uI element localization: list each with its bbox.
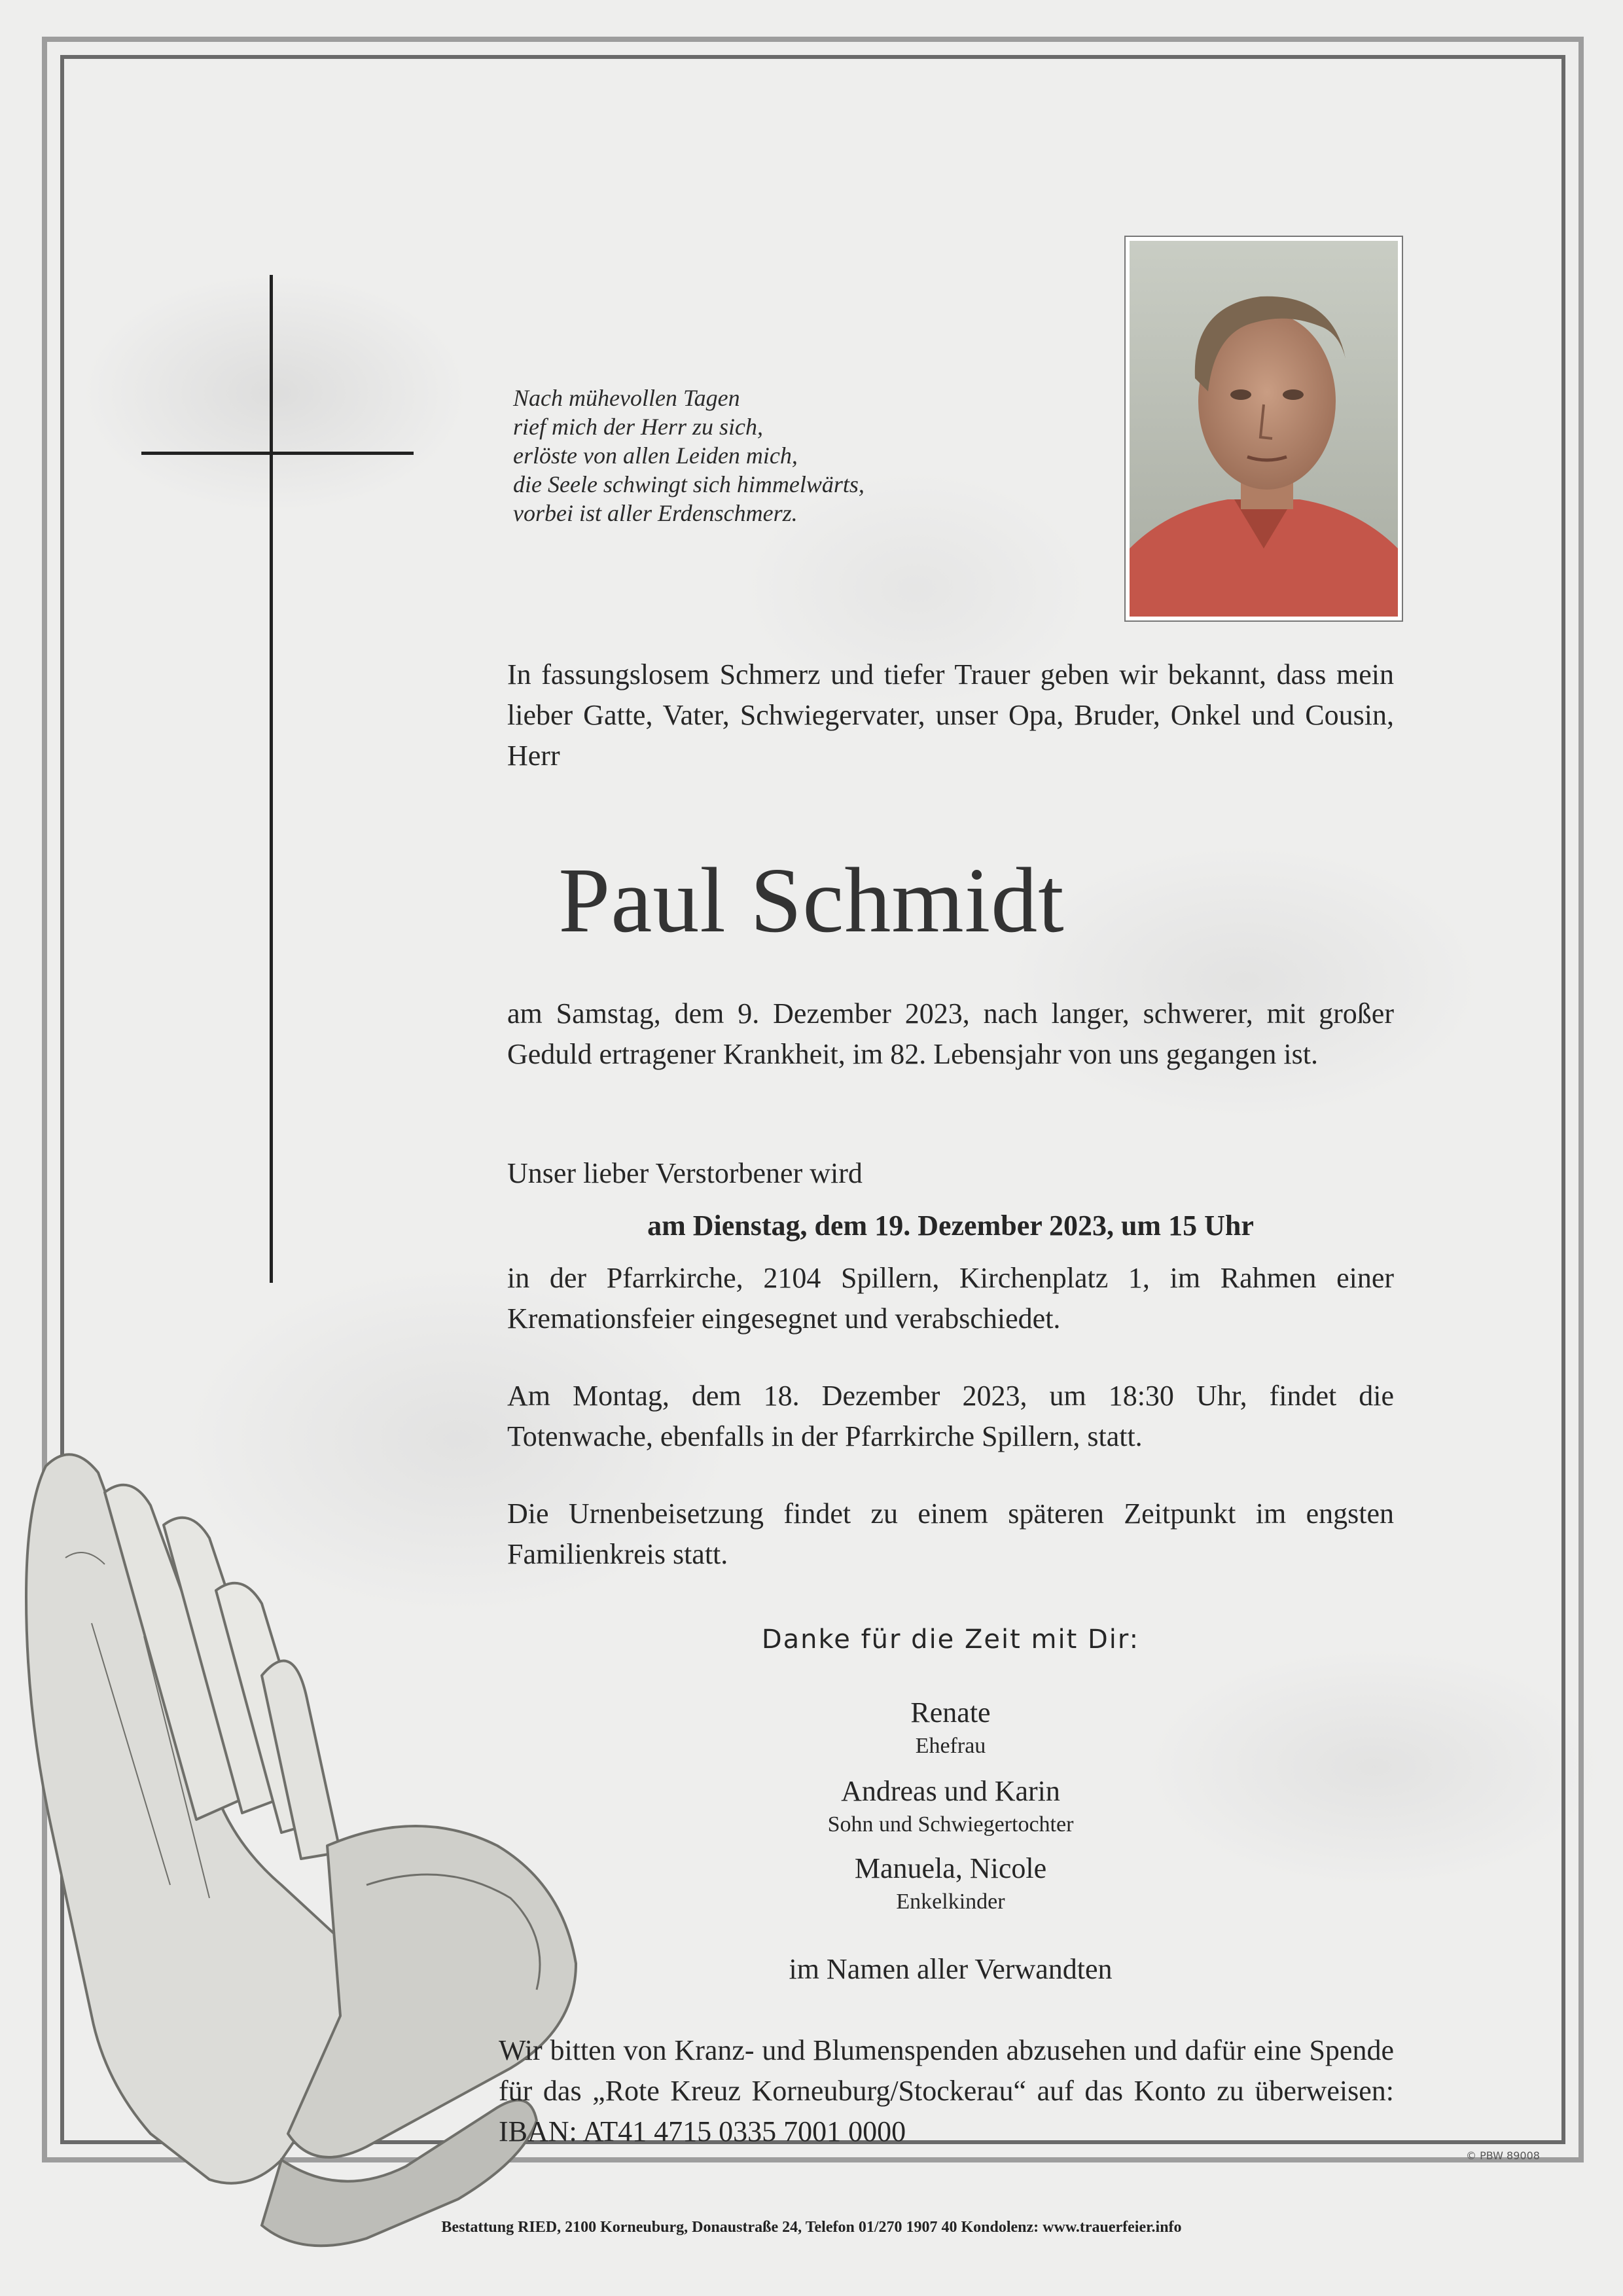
relative-role: Enkelkinder	[896, 1890, 1005, 1914]
cross-vertical-bar	[270, 275, 273, 1283]
print-code: © PBW 89008	[1466, 2149, 1540, 2162]
ceremony-intro: Unser lieber Verstorbener wird	[507, 1157, 863, 1189]
on-behalf-line: im Namen aller Verwandten	[789, 1953, 1113, 1985]
cross-horizontal-bar	[141, 452, 414, 455]
wake-paragraph: Am Montag, dem 18. Dezember 2023, um 18:30 Uhr, findet die Totenwache, ebenfalls in der Pfarrkirche Spillern, statt.	[507, 1380, 1394, 1452]
ceremony-place: in der Pfarrkirche, 2104 Spillern, Kirchenplatz 1, im Rahmen einer Kremationsfeier eingesegnet und verabschiedet.	[507, 1262, 1394, 1335]
relative-name: Manuela, Nicole	[854, 1852, 1047, 1884]
urn-paragraph: Die Urnenbeisetzung findet zu einem späteren Zeitpunkt im engsten Familienkreis statt.	[507, 1498, 1394, 1570]
relative-block	[507, 1694, 1394, 1761]
portrait-photo	[1124, 236, 1403, 622]
relative-role: Sohn und Schwiegertochter	[827, 1812, 1074, 1837]
deceased-name: Paul Schmidt	[558, 848, 1065, 952]
relative-role: Ehefrau	[915, 1734, 986, 1758]
death-paragraph: am Samstag, dem 9. Dezember 2023, nach langer, schwerer, mit großer Geduld ertragener Krankheit, im 82. Lebensjahr von uns gegangen ist.	[507, 997, 1394, 1070]
relative-name: Renate	[910, 1696, 991, 1729]
relative-block	[507, 1772, 1394, 1839]
intro-paragraph: In fassungslosem Schmerz und tiefer Trauer geben wir bekannt, dass mein lieber Gatte, Vater, Schwiegervater, unser Opa, Bruder, Onkel und Cousin, Herr	[507, 658, 1394, 772]
poem-line: Nach mühevollen Tagen	[513, 385, 740, 411]
poem	[513, 384, 1037, 528]
poem-line: rief mich der Herr zu sich,	[513, 414, 763, 440]
poem-line: vorbei ist aller Erdenschmerz.	[513, 500, 798, 526]
poem-line: erlöste von allen Leiden mich,	[513, 442, 798, 469]
funeral-home-footer: Bestattung RIED, 2100 Korneuburg, Donaustraße 24, Telefon 01/270 1907 40 Kondolenz: www.trauerfeier.info	[441, 2219, 1182, 2236]
poem-line: die Seele schwingt sich himmelwärts,	[513, 471, 865, 497]
relative-name: Andreas und Karin	[841, 1775, 1060, 1807]
portrait-image	[1130, 241, 1398, 617]
relative-block	[507, 1850, 1394, 1916]
donation-paragraph: Wir bitten von Kranz- und Blumenspenden abzusehen und dafür eine Spende für das „Rote Kreuz Korneuburg/Stockerau“ auf das Konto zu überweisen: IBAN: AT41 4715 0335 7001 0000	[499, 2034, 1394, 2147]
ceremony-date: am Dienstag, dem 19. Dezember 2023, um 15 Uhr	[647, 1210, 1254, 1242]
thanks-line: Danke für die Zeit mit Dir:	[761, 1624, 1140, 1655]
